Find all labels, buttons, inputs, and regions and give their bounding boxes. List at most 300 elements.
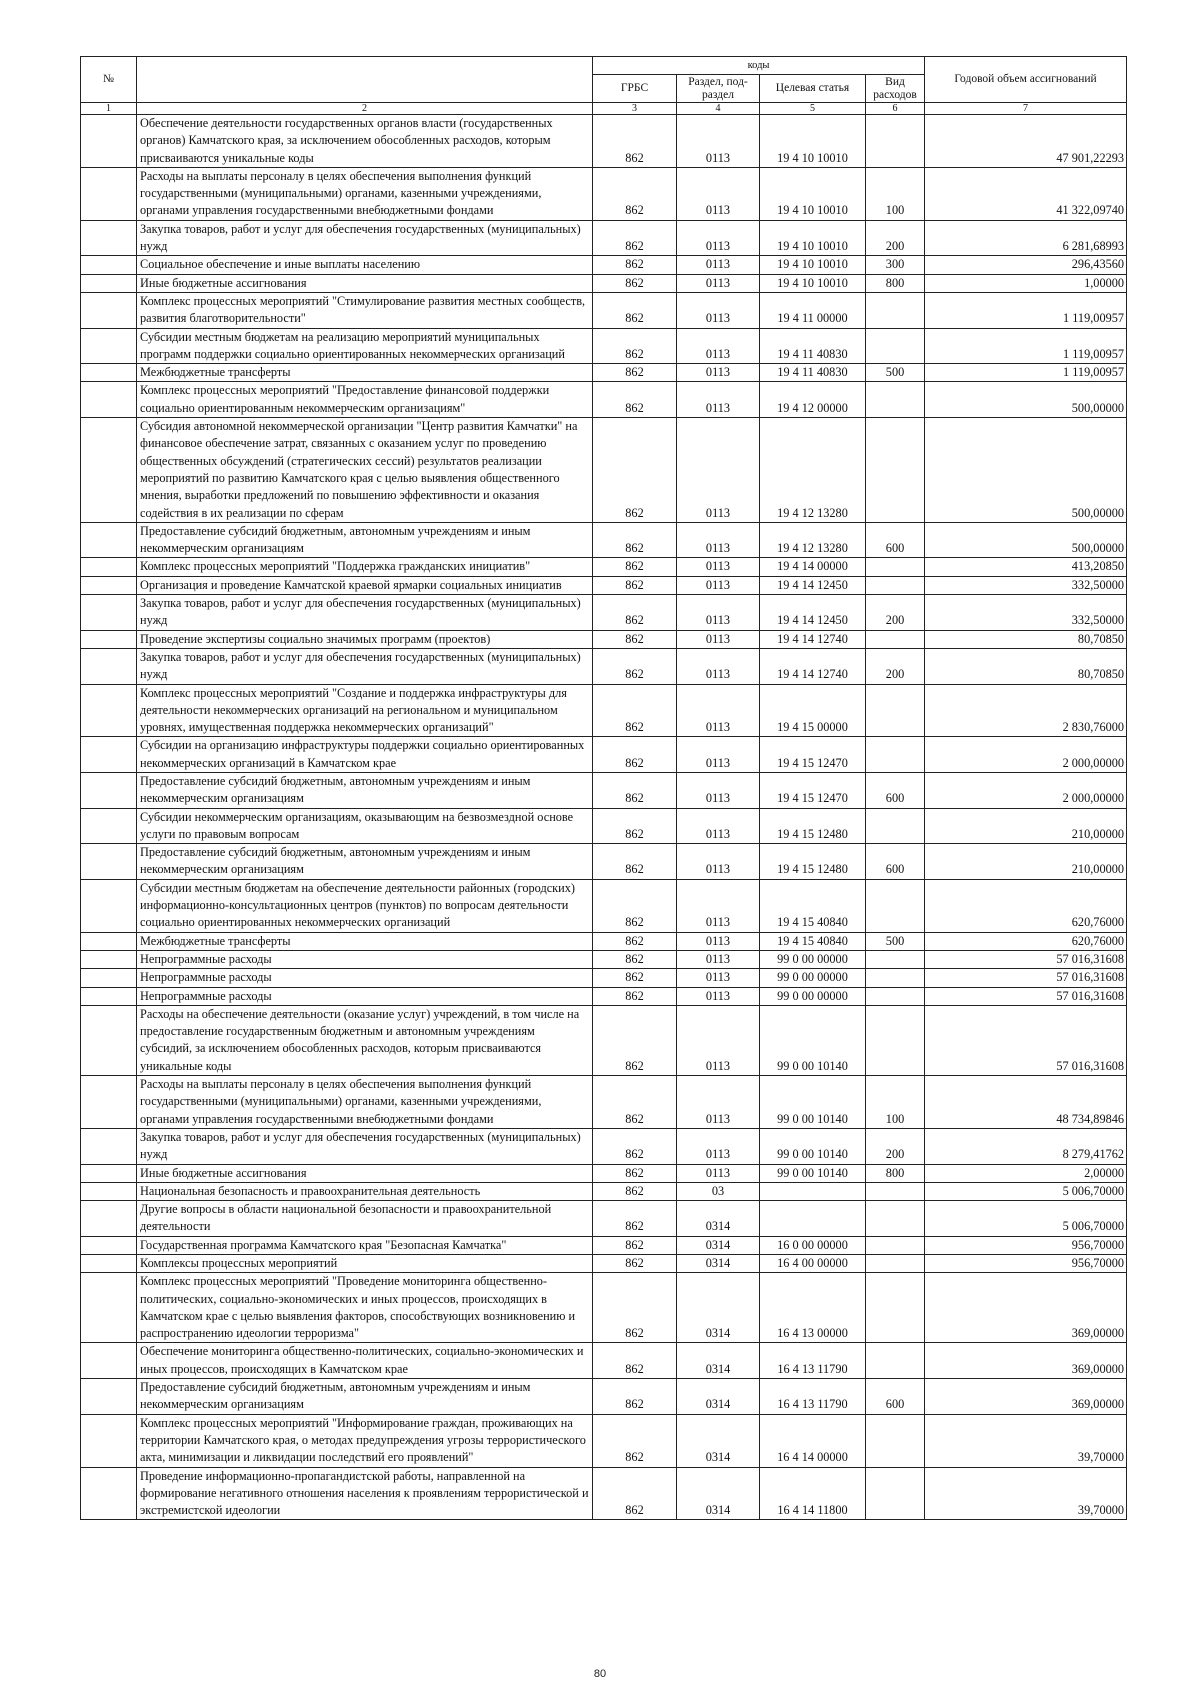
cell-name: Межбюджетные трансферты [137, 932, 593, 950]
cell-name: Национальная безопасность и правоохранительная деятельность [137, 1182, 593, 1200]
budget-allocation-table [80, 56, 1127, 1520]
cell-section: 0314 [677, 1467, 760, 1520]
cell-no [81, 879, 137, 932]
cell-target: 99 0 00 10140 [760, 1005, 866, 1075]
table-row [81, 364, 1127, 382]
cell-section: 0314 [677, 1236, 760, 1254]
cell-kind [866, 1201, 925, 1237]
cell-amount: 80,70850 [925, 630, 1127, 648]
cell-grbs: 862 [593, 1236, 677, 1254]
cell-no [81, 256, 137, 274]
cell-name: Комплекс процессных мероприятий "Поддержка гражданских инициатив" [137, 558, 593, 576]
table-row [81, 1164, 1127, 1182]
cell-kind: 200 [866, 648, 925, 684]
cell-grbs: 862 [593, 274, 677, 292]
cell-grbs: 862 [593, 1128, 677, 1164]
cell-section: 0113 [677, 1076, 760, 1129]
cell-grbs: 862 [593, 969, 677, 987]
cell-section: 0314 [677, 1255, 760, 1273]
cell-name: Иные бюджетные ассигнования [137, 1164, 593, 1182]
cell-grbs: 862 [593, 987, 677, 1005]
table-row [81, 115, 1127, 168]
cell-kind [866, 1273, 925, 1343]
cell-amount: 2,00000 [925, 1164, 1127, 1182]
cell-name: Субсидии местным бюджетам на реализацию мероприятий муниципальных программ поддержки социально ориентированных некоммерческих организаций [137, 328, 593, 364]
cell-amount: 956,70000 [925, 1236, 1127, 1254]
cell-grbs: 862 [593, 1005, 677, 1075]
cell-amount: 1 119,00957 [925, 364, 1127, 382]
cell-target: 19 4 12 13280 [760, 418, 866, 523]
cell-name: Другие вопросы в области национальной безопасности и правоохранительной деятельности [137, 1201, 593, 1237]
cell-target: 16 4 14 11800 [760, 1467, 866, 1520]
cell-kind: 600 [866, 522, 925, 558]
header-grbs: ГРБС [593, 75, 677, 103]
cell-grbs: 862 [593, 1164, 677, 1182]
col-number: 7 [925, 103, 1127, 115]
cell-kind [866, 1182, 925, 1200]
table-row [81, 1005, 1127, 1075]
cell-target: 19 4 11 00000 [760, 292, 866, 328]
cell-target: 19 4 15 12480 [760, 808, 866, 844]
cell-target: 19 4 15 12470 [760, 737, 866, 773]
cell-grbs: 862 [593, 1379, 677, 1415]
cell-name: Субсидия автономной некоммерческой организации "Центр развития Камчатки" на финансовое обеспечение затрат, связанных с оказанием услуг по проведению общественных обсуждений (стратегических сессий) результатов реализации мероприятий по развитию Камчатского края с целью выявления общественного мнения, выработки предложений по повышению эффективности и оказания содействия в их реализации по сферам [137, 418, 593, 523]
cell-target: 99 0 00 00000 [760, 969, 866, 987]
cell-target: 19 4 10 10010 [760, 220, 866, 256]
table-row [81, 1467, 1127, 1520]
cell-name: Комплексы процессных мероприятий [137, 1255, 593, 1273]
cell-section: 0113 [677, 382, 760, 418]
cell-name: Предоставление субсидий бюджетным, автономным учреждениям и иным некоммерческим организациям [137, 844, 593, 880]
cell-kind: 100 [866, 167, 925, 220]
cell-grbs: 862 [593, 1343, 677, 1379]
cell-amount: 1 119,00957 [925, 292, 1127, 328]
cell-target [760, 1201, 866, 1237]
cell-no [81, 648, 137, 684]
cell-amount: 413,20850 [925, 558, 1127, 576]
cell-name: Комплекс процессных мероприятий "Стимулирование развития местных сообществ, развития благотворительности" [137, 292, 593, 328]
cell-section: 0113 [677, 364, 760, 382]
cell-amount: 8 279,41762 [925, 1128, 1127, 1164]
cell-kind [866, 1236, 925, 1254]
cell-no [81, 1343, 137, 1379]
cell-kind [866, 879, 925, 932]
cell-target: 19 4 15 12480 [760, 844, 866, 880]
cell-kind: 600 [866, 1379, 925, 1415]
cell-target: 19 4 10 10010 [760, 167, 866, 220]
cell-name: Предоставление субсидий бюджетным, автономным учреждениям и иным некоммерческим организациям [137, 772, 593, 808]
cell-name: Расходы на выплаты персоналу в целях обеспечения выполнения функций государственными (муниципальными) органами, казенными учреждениями, органами управления государственными внебюджетными фондами [137, 167, 593, 220]
cell-name: Закупка товаров, работ и услуг для обеспечения государственных (муниципальных) нужд [137, 220, 593, 256]
cell-name: Закупка товаров, работ и услуг для обеспечения государственных (муниципальных) нужд [137, 1128, 593, 1164]
cell-grbs: 862 [593, 576, 677, 594]
cell-kind [866, 1005, 925, 1075]
page-number: 80 [593, 1668, 607, 1680]
cell-section: 0113 [677, 418, 760, 523]
cell-grbs: 862 [593, 630, 677, 648]
table-row [81, 844, 1127, 880]
cell-no [81, 1467, 137, 1520]
cell-section: 0113 [677, 292, 760, 328]
cell-no [81, 1255, 137, 1273]
cell-no [81, 167, 137, 220]
cell-target: 19 4 12 00000 [760, 382, 866, 418]
table-body [81, 115, 1127, 1520]
table-row [81, 576, 1127, 594]
cell-amount: 500,00000 [925, 382, 1127, 418]
cell-no [81, 576, 137, 594]
cell-no [81, 1076, 137, 1129]
table-row [81, 737, 1127, 773]
cell-grbs: 862 [593, 522, 677, 558]
table-row [81, 1379, 1127, 1415]
cell-grbs: 862 [593, 844, 677, 880]
table-row [81, 167, 1127, 220]
cell-target: 99 0 00 10140 [760, 1076, 866, 1129]
cell-name: Социальное обеспечение и иные выплаты населению [137, 256, 593, 274]
cell-grbs: 862 [593, 364, 677, 382]
cell-amount: 47 901,22293 [925, 115, 1127, 168]
cell-section: 0113 [677, 844, 760, 880]
table-row [81, 1414, 1127, 1467]
cell-target: 19 4 12 13280 [760, 522, 866, 558]
table-row [81, 595, 1127, 631]
cell-section: 0113 [677, 167, 760, 220]
cell-target: 99 0 00 00000 [760, 987, 866, 1005]
cell-name: Субсидии местным бюджетам на обеспечение деятельности районных (городских) информационно-консультационных центров (пунктов) по вопросам деятельности социально ориентированных некоммерческих организаций [137, 879, 593, 932]
cell-name: Непрограммные расходы [137, 969, 593, 987]
cell-no [81, 328, 137, 364]
header-name [137, 57, 593, 103]
cell-name: Комплекс процессных мероприятий "Проведение мониторинга общественно-политических, социально-экономических и иных процессов, происходящих в Камчатском крае с целью выявления факторов, способствующих возникновению и распространению идеологии терроризма" [137, 1273, 593, 1343]
cell-amount: 369,00000 [925, 1343, 1127, 1379]
cell-target: 19 4 15 40840 [760, 932, 866, 950]
cell-section: 0113 [677, 220, 760, 256]
table-row [81, 274, 1127, 292]
header-target: Целевая статья [760, 75, 866, 103]
cell-kind: 500 [866, 364, 925, 382]
table-row [81, 987, 1127, 1005]
table-row [81, 418, 1127, 523]
table-row [81, 772, 1127, 808]
cell-name: Государственная программа Камчатского края "Безопасная Камчатка" [137, 1236, 593, 1254]
cell-kind: 200 [866, 1128, 925, 1164]
cell-kind: 300 [866, 256, 925, 274]
cell-grbs: 862 [593, 950, 677, 968]
cell-target [760, 1182, 866, 1200]
cell-grbs: 862 [593, 328, 677, 364]
cell-name: Предоставление субсидий бюджетным, автономным учреждениям и иным некоммерческим организациям [137, 522, 593, 558]
cell-kind [866, 737, 925, 773]
cell-grbs: 862 [593, 1414, 677, 1467]
cell-kind [866, 1414, 925, 1467]
cell-grbs: 862 [593, 418, 677, 523]
cell-amount: 620,76000 [925, 879, 1127, 932]
cell-kind [866, 418, 925, 523]
cell-section: 0113 [677, 987, 760, 1005]
cell-name: Субсидии на организацию инфраструктуры поддержки социально ориентированных некоммерческих организаций в Камчатском крае [137, 737, 593, 773]
cell-grbs: 862 [593, 932, 677, 950]
table-row [81, 1076, 1127, 1129]
cell-no [81, 1005, 137, 1075]
cell-amount: 500,00000 [925, 522, 1127, 558]
cell-no [81, 558, 137, 576]
cell-section: 0113 [677, 1005, 760, 1075]
header-section: Раздел, под-раздел [677, 75, 760, 103]
cell-grbs: 862 [593, 772, 677, 808]
cell-amount: 500,00000 [925, 418, 1127, 523]
cell-kind: 200 [866, 220, 925, 256]
cell-kind [866, 808, 925, 844]
cell-kind: 800 [866, 274, 925, 292]
table-row [81, 328, 1127, 364]
cell-grbs: 862 [593, 256, 677, 274]
cell-target: 19 4 10 10010 [760, 115, 866, 168]
cell-grbs: 862 [593, 808, 677, 844]
cell-amount: 332,50000 [925, 595, 1127, 631]
cell-name: Комплекс процессных мероприятий "Предоставление финансовой поддержки социально ориентированным некоммерческим организациям" [137, 382, 593, 418]
cell-amount: 6 281,68993 [925, 220, 1127, 256]
cell-section: 0314 [677, 1379, 760, 1415]
cell-no [81, 115, 137, 168]
cell-kind [866, 1255, 925, 1273]
cell-section: 0314 [677, 1414, 760, 1467]
cell-section: 03 [677, 1182, 760, 1200]
cell-target: 16 4 13 11790 [760, 1379, 866, 1415]
cell-amount: 2 000,00000 [925, 772, 1127, 808]
cell-kind [866, 950, 925, 968]
cell-name: Предоставление субсидий бюджетным, автономным учреждениям и иным некоммерческим организациям [137, 1379, 593, 1415]
cell-no [81, 1273, 137, 1343]
cell-target: 19 4 10 10010 [760, 274, 866, 292]
cell-kind [866, 382, 925, 418]
cell-target: 19 4 14 12450 [760, 595, 866, 631]
cell-name: Организация и проведение Камчатской краевой ярмарки социальных инициатив [137, 576, 593, 594]
table-row [81, 382, 1127, 418]
cell-amount: 1,00000 [925, 274, 1127, 292]
cell-amount: 296,43560 [925, 256, 1127, 274]
table-row [81, 1128, 1127, 1164]
cell-section: 0113 [677, 274, 760, 292]
cell-kind [866, 328, 925, 364]
table-row [81, 1273, 1127, 1343]
cell-section: 0113 [677, 630, 760, 648]
cell-target: 99 0 00 10140 [760, 1128, 866, 1164]
table-row [81, 808, 1127, 844]
cell-name: Закупка товаров, работ и услуг для обеспечения государственных (муниципальных) нужд [137, 595, 593, 631]
table-row [81, 1255, 1127, 1273]
cell-name: Закупка товаров, работ и услуг для обеспечения государственных (муниципальных) нужд [137, 648, 593, 684]
cell-section: 0113 [677, 684, 760, 737]
cell-name: Комплекс процессных мероприятий "Создание и поддержка инфраструктуры для деятельности некоммерческих организаций на региональном и муниципальном уровнях, имущественная поддержка некоммерческих организаций" [137, 684, 593, 737]
cell-section: 0113 [677, 1128, 760, 1164]
cell-no [81, 1201, 137, 1237]
cell-target: 16 4 14 00000 [760, 1414, 866, 1467]
cell-grbs: 862 [593, 648, 677, 684]
cell-kind: 100 [866, 1076, 925, 1129]
cell-section: 0113 [677, 808, 760, 844]
cell-section: 0113 [677, 1164, 760, 1182]
table-row [81, 630, 1127, 648]
cell-amount: 1 119,00957 [925, 328, 1127, 364]
cell-grbs: 862 [593, 1076, 677, 1129]
cell-kind [866, 987, 925, 1005]
cell-no [81, 364, 137, 382]
cell-grbs: 862 [593, 595, 677, 631]
cell-no [81, 292, 137, 328]
cell-target: 19 4 15 00000 [760, 684, 866, 737]
cell-target: 19 4 14 00000 [760, 558, 866, 576]
cell-no [81, 772, 137, 808]
cell-section: 0314 [677, 1201, 760, 1237]
table-row [81, 292, 1127, 328]
cell-no [81, 987, 137, 1005]
cell-grbs: 862 [593, 737, 677, 773]
table-row [81, 220, 1127, 256]
cell-section: 0314 [677, 1273, 760, 1343]
cell-no [81, 1182, 137, 1200]
cell-section: 0113 [677, 772, 760, 808]
header-no: № [81, 57, 137, 103]
cell-name: Расходы на обеспечение деятельности (оказание услуг) учреждений, в том числе на предоставление государственным бюджетным и автономным учреждениям субсидий, за исключением обособленных расходов, которым присваиваются уникальные коды [137, 1005, 593, 1075]
col-number: 3 [593, 103, 677, 115]
cell-amount: 2 830,76000 [925, 684, 1127, 737]
cell-name: Иные бюджетные ассигнования [137, 274, 593, 292]
cell-no [81, 950, 137, 968]
cell-amount: 5 006,70000 [925, 1182, 1127, 1200]
table-row [81, 969, 1127, 987]
cell-name: Межбюджетные трансферты [137, 364, 593, 382]
cell-no [81, 969, 137, 987]
cell-name: Обеспечение деятельности государственных органов власти (государственных органов) Камчатского края, за исключением обособленных расходов, которым присваиваются уникальные коды [137, 115, 593, 168]
cell-target: 19 4 15 40840 [760, 879, 866, 932]
cell-target: 19 4 14 12450 [760, 576, 866, 594]
cell-target: 16 4 13 00000 [760, 1273, 866, 1343]
cell-target: 19 4 10 10010 [760, 256, 866, 274]
cell-no [81, 1414, 137, 1467]
cell-grbs: 862 [593, 382, 677, 418]
cell-name: Субсидии некоммерческим организациям, оказывающим на безвозмездной основе услуги по правовым вопросам [137, 808, 593, 844]
cell-grbs: 862 [593, 220, 677, 256]
cell-amount: 956,70000 [925, 1255, 1127, 1273]
cell-name: Непрограммные расходы [137, 950, 593, 968]
cell-no [81, 844, 137, 880]
header-amount: Годовой объем ассигнований [925, 57, 1127, 103]
cell-kind [866, 684, 925, 737]
cell-section: 0113 [677, 328, 760, 364]
cell-grbs: 862 [593, 1273, 677, 1343]
col-number: 2 [137, 103, 593, 115]
cell-amount: 2 000,00000 [925, 737, 1127, 773]
cell-grbs: 862 [593, 1255, 677, 1273]
table-row [81, 932, 1127, 950]
cell-section: 0113 [677, 950, 760, 968]
cell-section: 0113 [677, 932, 760, 950]
cell-section: 0113 [677, 256, 760, 274]
cell-no [81, 274, 137, 292]
cell-grbs: 862 [593, 167, 677, 220]
cell-target: 16 4 13 11790 [760, 1343, 866, 1379]
cell-grbs: 862 [593, 1201, 677, 1237]
cell-grbs: 862 [593, 115, 677, 168]
cell-amount: 5 006,70000 [925, 1201, 1127, 1237]
table-row [81, 950, 1127, 968]
cell-amount: 210,00000 [925, 808, 1127, 844]
cell-target: 19 4 11 40830 [760, 364, 866, 382]
cell-section: 0113 [677, 558, 760, 576]
cell-kind [866, 1467, 925, 1520]
cell-kind [866, 969, 925, 987]
col-number: 1 [81, 103, 137, 115]
cell-no [81, 220, 137, 256]
cell-no [81, 808, 137, 844]
cell-no [81, 1379, 137, 1415]
cell-section: 0113 [677, 879, 760, 932]
cell-kind: 500 [866, 932, 925, 950]
cell-amount: 80,70850 [925, 648, 1127, 684]
cell-amount: 620,76000 [925, 932, 1127, 950]
cell-grbs: 862 [593, 558, 677, 576]
col-number: 6 [866, 103, 925, 115]
cell-amount: 369,00000 [925, 1273, 1127, 1343]
cell-amount: 57 016,31608 [925, 969, 1127, 987]
cell-amount: 57 016,31608 [925, 987, 1127, 1005]
cell-kind [866, 292, 925, 328]
table-row [81, 1236, 1127, 1254]
cell-name: Непрограммные расходы [137, 987, 593, 1005]
col-number: 5 [760, 103, 866, 115]
cell-section: 0113 [677, 969, 760, 987]
cell-grbs: 862 [593, 292, 677, 328]
cell-amount: 57 016,31608 [925, 950, 1127, 968]
cell-target: 16 0 00 00000 [760, 1236, 866, 1254]
header-kind: Вид расходов [866, 75, 925, 103]
table-row [81, 1343, 1127, 1379]
cell-target: 19 4 14 12740 [760, 648, 866, 684]
cell-name: Расходы на выплаты персоналу в целях обеспечения выполнения функций государственными (муниципальными) органами, казенными учреждениями, органами управления государственными внебюджетными фондами [137, 1076, 593, 1129]
cell-no [81, 737, 137, 773]
cell-kind [866, 576, 925, 594]
cell-section: 0113 [677, 595, 760, 631]
cell-amount: 39,70000 [925, 1467, 1127, 1520]
cell-amount: 39,70000 [925, 1414, 1127, 1467]
cell-no [81, 418, 137, 523]
table-row [81, 256, 1127, 274]
cell-target: 99 0 00 00000 [760, 950, 866, 968]
cell-amount: 332,50000 [925, 576, 1127, 594]
cell-amount: 57 016,31608 [925, 1005, 1127, 1075]
cell-no [81, 382, 137, 418]
cell-kind: 800 [866, 1164, 925, 1182]
cell-target: 16 4 00 00000 [760, 1255, 866, 1273]
cell-target: 19 4 14 12740 [760, 630, 866, 648]
cell-no [81, 1236, 137, 1254]
cell-section: 0314 [677, 1343, 760, 1379]
table-row [81, 684, 1127, 737]
cell-grbs: 862 [593, 684, 677, 737]
col-number: 4 [677, 103, 760, 115]
budget-table-page [80, 56, 1126, 1520]
table-header [81, 57, 1127, 115]
cell-section: 0113 [677, 737, 760, 773]
cell-section: 0113 [677, 522, 760, 558]
cell-name: Проведение экспертизы социально значимых программ (проектов) [137, 630, 593, 648]
table-row [81, 1201, 1127, 1237]
cell-kind [866, 115, 925, 168]
cell-section: 0113 [677, 648, 760, 684]
cell-kind [866, 558, 925, 576]
table-row [81, 879, 1127, 932]
